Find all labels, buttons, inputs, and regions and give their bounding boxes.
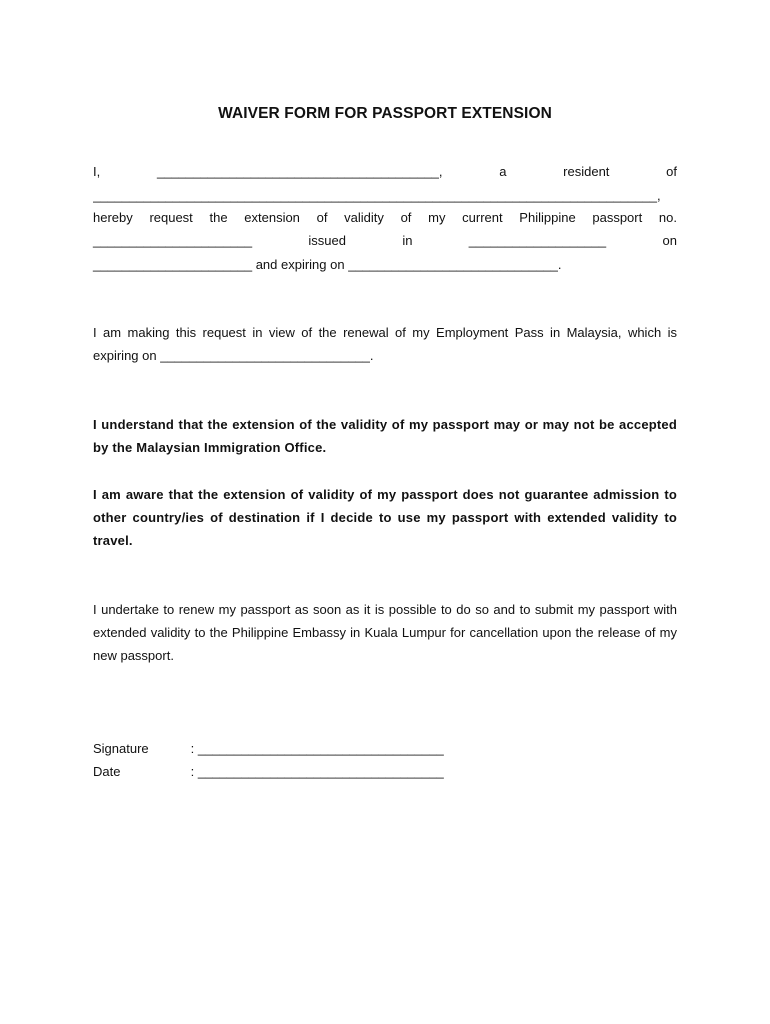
document-title: WAIVER FORM FOR PASSPORT EXTENSION — [218, 105, 552, 122]
signature-label: Signature — [93, 741, 149, 756]
expiry-date-blank[interactable]: _____________________________. — [348, 257, 562, 272]
request-word: request — [149, 210, 193, 225]
passport-number-blank[interactable]: ______________________ — [93, 233, 253, 248]
request-word: of — [400, 210, 412, 225]
expiring-label: and expiring on — [255, 257, 345, 272]
request-word: validity — [344, 210, 384, 225]
request-word: extension — [244, 210, 300, 225]
request-word: passport — [592, 210, 643, 225]
undertake-paragraph: I undertake to renew my passport as soon as it is possible to do so and to submit my passport with extended validity to the Philippine Embassy in Kuala Lumpur for cancellation upon the release of my new passport. — [93, 602, 677, 663]
issue-place-blank[interactable]: ___________________ — [468, 233, 607, 248]
request-word: the — [209, 210, 228, 225]
request-word: of — [316, 210, 328, 225]
signature-field[interactable]: : __________________________________ — [190, 741, 444, 756]
date-row — [93, 764, 444, 780]
aware-paragraph: I am aware that the extension of validity of my passport does not guarantee admission to other country/ies of destination if I decide to use my passport with extended validity to travel. — [93, 487, 677, 548]
residence-line — [93, 188, 677, 204]
request-word: Philippine — [519, 210, 576, 225]
passport-issue-line — [93, 233, 677, 249]
date-field[interactable]: : __________________________________ — [190, 764, 444, 779]
request-word: hereby — [93, 210, 133, 225]
request-word: my — [428, 210, 446, 225]
request-line — [93, 210, 677, 226]
request-word: no. — [658, 210, 677, 225]
word-in: in — [402, 233, 413, 248]
signature-row — [93, 741, 444, 757]
date-label: Date — [93, 764, 121, 779]
request-paragraph: I am making this request in view of the renewal of my Employment Pass in Malaysia, which is expiring on _____________________________. — [93, 325, 677, 363]
word-resident: resident — [563, 164, 610, 179]
word-on: on — [662, 233, 677, 248]
expiry-line — [93, 257, 677, 273]
understand-paragraph: I understand that the extension of the validity of my passport may or may not be accepted by the Malaysian Immigration Office. — [93, 417, 677, 455]
word-of: of — [666, 164, 677, 179]
name-blank[interactable]: _______________________________________, — [156, 164, 443, 179]
pronoun-i: I, — [93, 164, 101, 179]
word-issued: issued — [308, 233, 346, 248]
issue-date-blank[interactable]: ______________________ — [93, 257, 253, 272]
resident-line — [93, 164, 677, 180]
residence-blank[interactable]: ______________________________________________________________________________, — [93, 188, 661, 203]
request-word: current — [462, 210, 503, 225]
word-a: a — [499, 164, 507, 179]
